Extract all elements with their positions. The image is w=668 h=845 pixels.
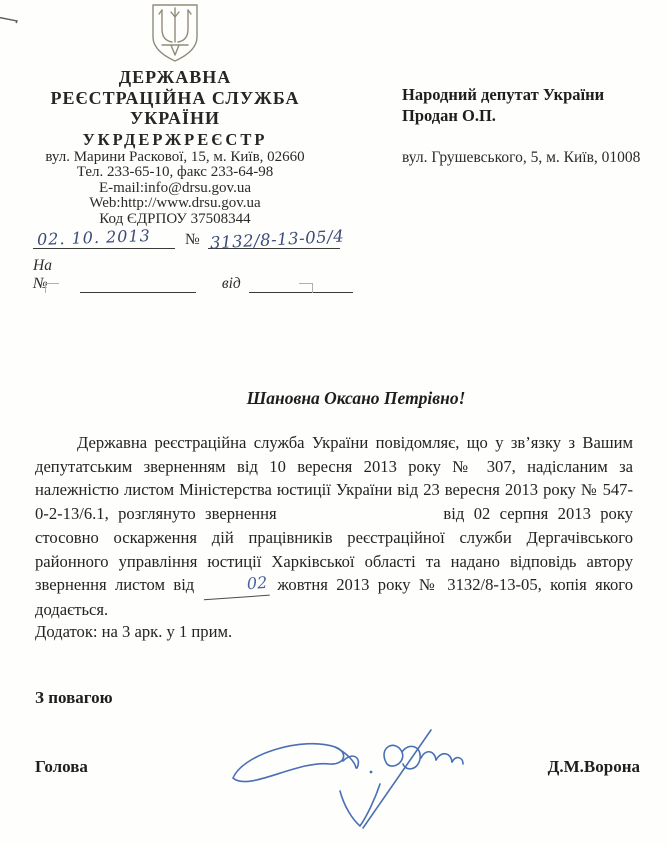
org-short-name: УКРДЕРЖРЕЄСТР: [82, 129, 268, 149]
corner-mark-left: [45, 283, 59, 293]
handwritten-number: 3132/8-13-05/4: [209, 226, 345, 253]
corner-mark-right: [299, 283, 313, 293]
outgoing-reference-row: [33, 226, 353, 253]
scan-artifact-line: [0, 14, 23, 24]
org-name-line1: ДЕРЖАВНА: [118, 67, 232, 87]
date-line: [33, 226, 175, 249]
number-sign: №: [185, 231, 200, 248]
org-name-line3: УКРАЇНИ: [130, 108, 220, 128]
recipient-name: Продан О.П.: [402, 106, 496, 125]
body-paragraph: [35, 431, 633, 622]
number-line: [208, 226, 345, 253]
recipient-block: [402, 84, 660, 167]
paragraph-part2: від 02 серпня 2013 року стосовно оскарження дій працівників реєстраційної служби Дергачівського районного управління юстиції Харківської області та надано відповідь автору звернення листом від: [35, 504, 633, 595]
reply-from-label: від: [221, 275, 241, 292]
salutation-text: Шановна Оксано Петрівно!: [246, 388, 466, 408]
signer-position: Голова: [35, 757, 88, 776]
reply-number-line: [80, 276, 196, 293]
signer-name: Д.М.Ворона: [547, 757, 640, 776]
org-name-line2: РЕЄСТРАЦІЙНА СЛУЖБА: [50, 87, 300, 108]
paragraph-part1: Державна реєстраційна служба України повідомляє, що у зв’язку з Вашим депутатським зверненням від 10 вересня 2013 року № 307, надісланим за належністю листом Міністерства юстиції України від 23 вересня 2013 року № 547-0-2-13/6.1, розглянуто звернення: [35, 433, 633, 524]
ukraine-trident-emblem-icon: [146, 3, 204, 63]
closing-regards: З повагою: [35, 688, 113, 707]
redacted-gap: [286, 518, 434, 519]
handwritten-day: 02: [202, 571, 270, 600]
signature: [225, 720, 485, 842]
recipient-title: Народний депутат України: [402, 85, 605, 104]
handwritten-date: 02. 10. 2013: [36, 226, 152, 249]
recipient-address: вул. Грушевського, 5, м. Київ, 01008: [402, 149, 641, 166]
reply-label: На №: [33, 257, 52, 292]
org-edrpou-code: Код ЄДРПОУ 37508344: [99, 210, 251, 227]
org-phone: Тел. 233-65-10, факс 233-64-98: [76, 164, 274, 181]
attachment-note: Додаток: на 3 арк. у 1 прим.: [35, 622, 233, 641]
letterhead: [30, 0, 320, 227]
salutation: [35, 388, 633, 409]
org-email: E-mail:info@drsu.gov.ua: [99, 179, 251, 196]
org-web: Web:http://www.drsu.gov.ua: [89, 195, 261, 212]
paragraph-part3: жовтня 2013 року № 3132/8-13-05, копія якого додається.: [35, 575, 633, 619]
org-address: вул. Марини Раскової, 15, м. Київ, 02660: [45, 148, 305, 165]
